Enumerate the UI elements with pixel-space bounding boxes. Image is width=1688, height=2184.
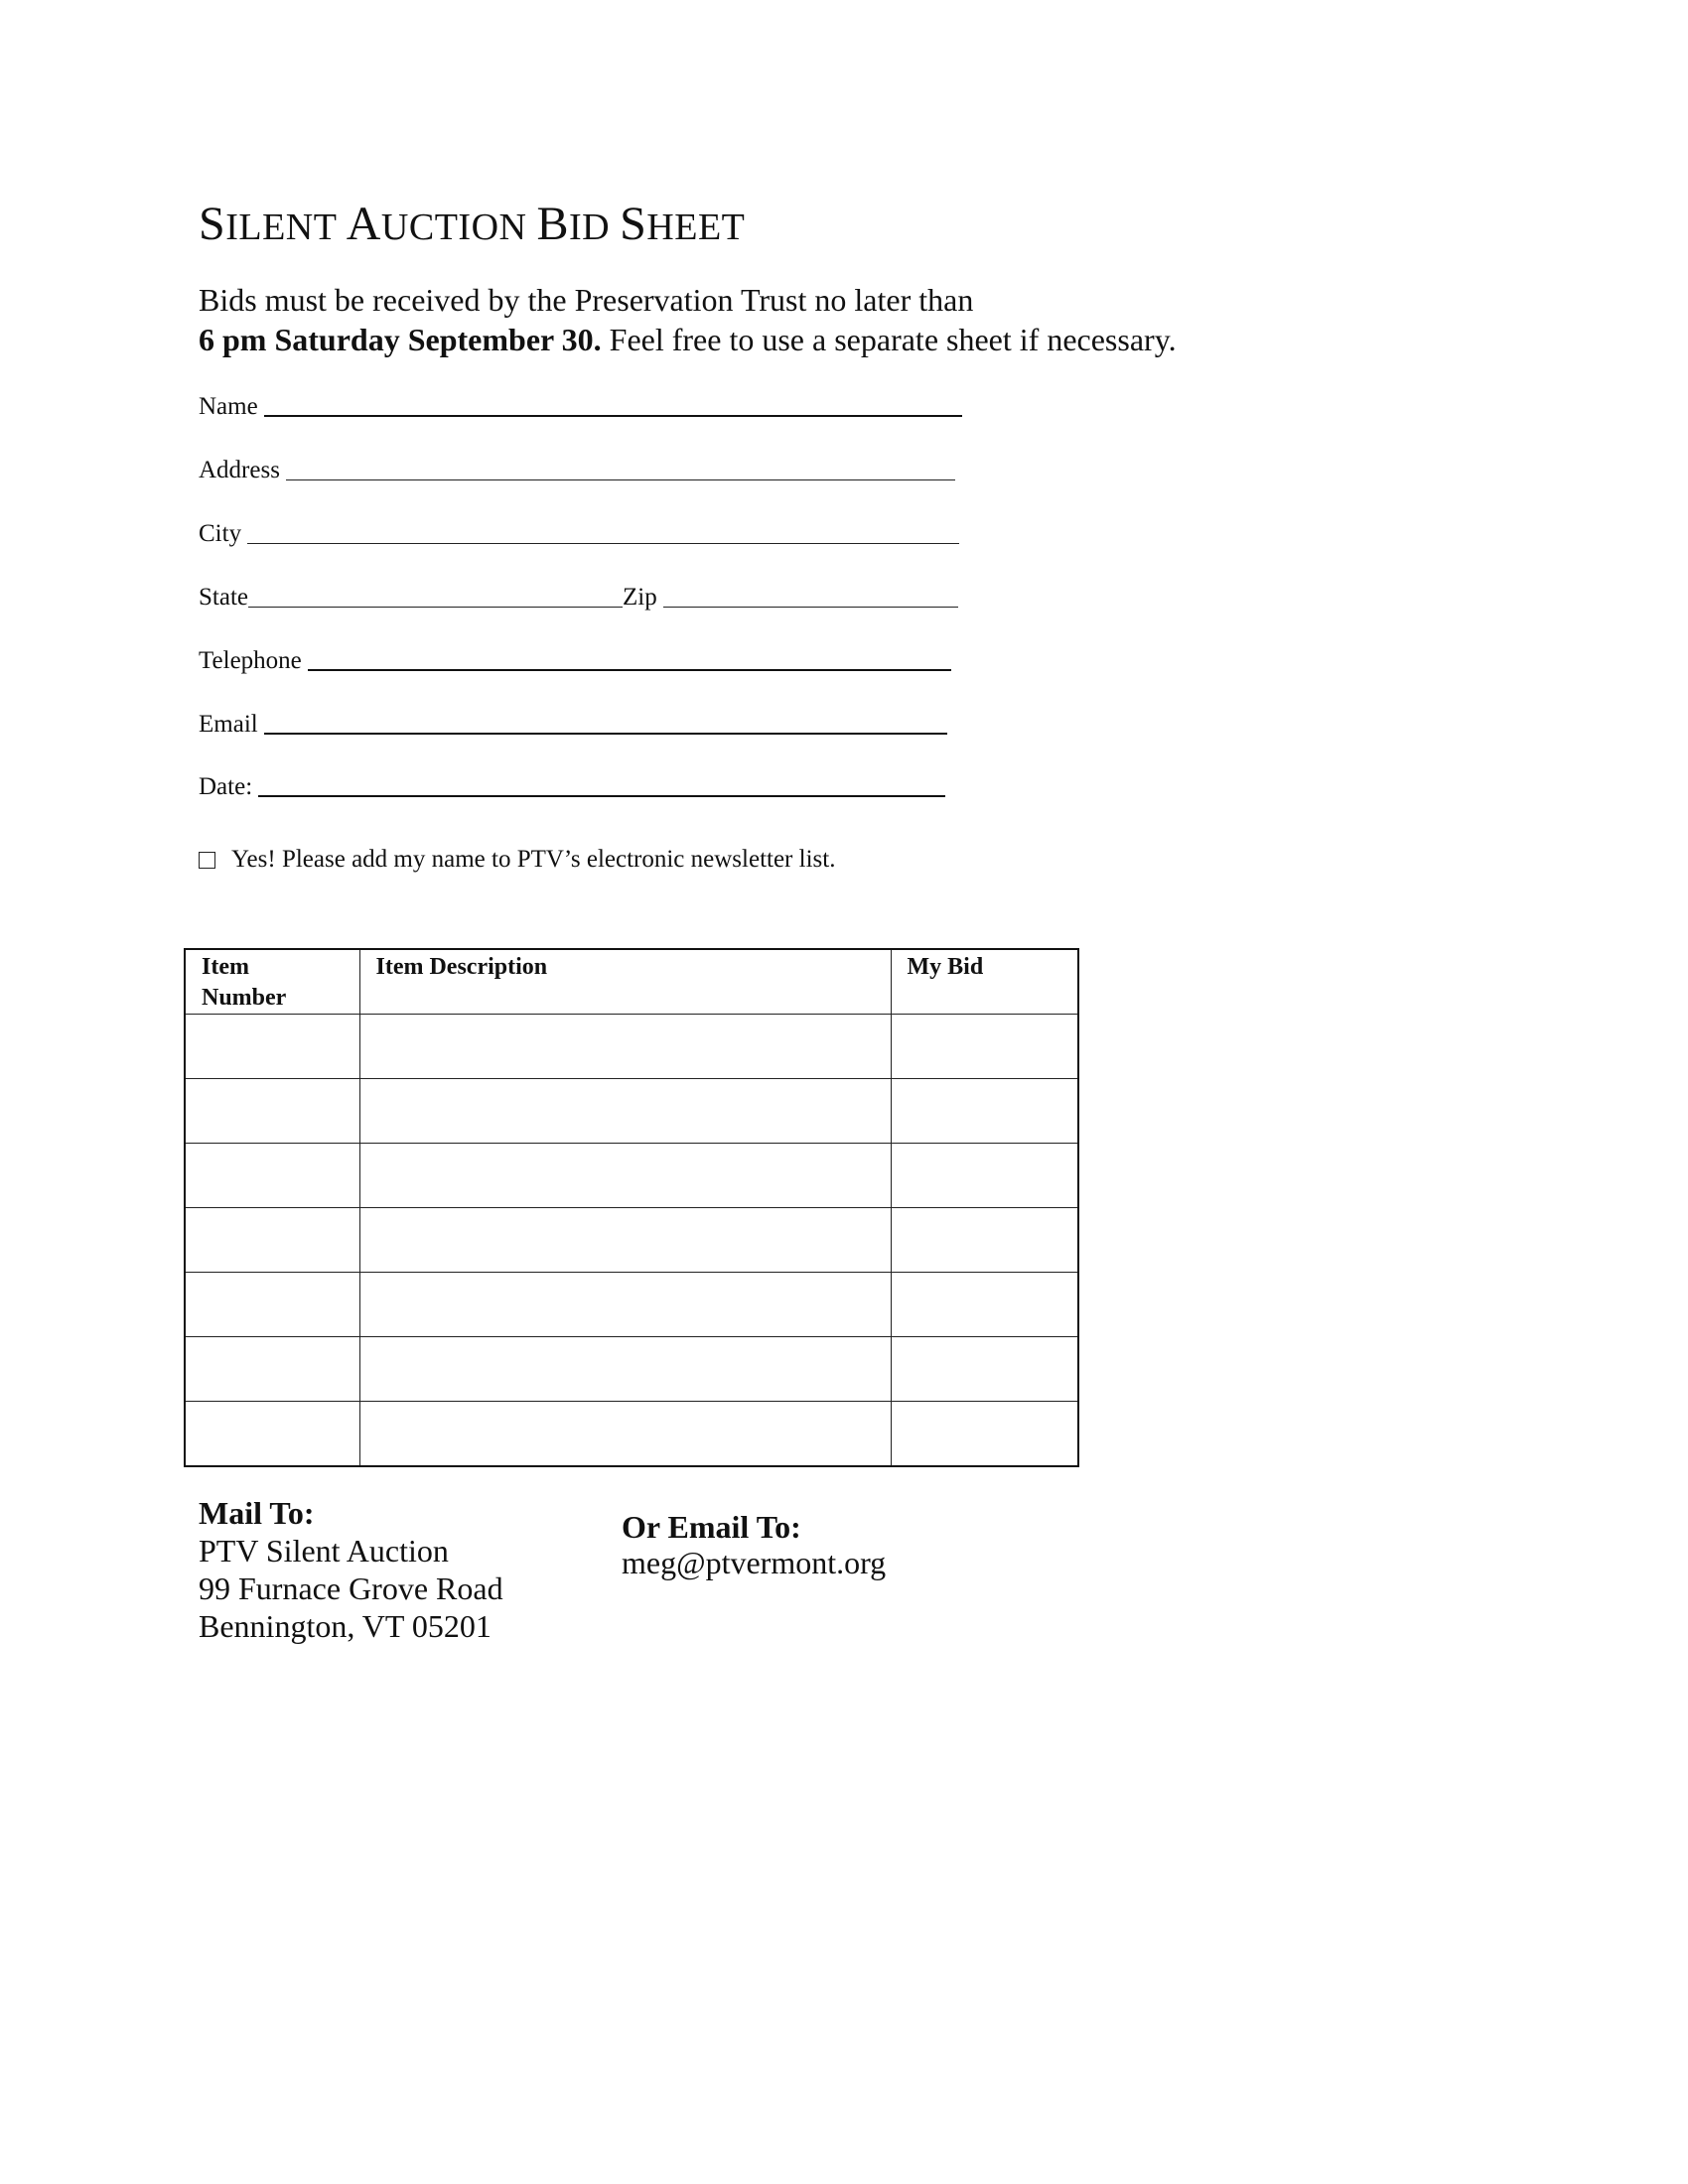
city-input-line[interactable] [247, 543, 959, 544]
date-label: Date: [199, 773, 253, 800]
intro-line-1: Bids must be received by the Preservation Trust no later than [199, 282, 974, 318]
mail-address-line-2: 99 Furnace Grove Road [199, 1570, 503, 1606]
item-description-cell[interactable] [359, 1337, 891, 1402]
email-input-line[interactable] [264, 733, 947, 735]
item-description-cell[interactable] [359, 1208, 891, 1273]
item-number-cell[interactable] [185, 1144, 359, 1208]
zip-input-line[interactable] [663, 607, 958, 608]
intro-text [199, 280, 1177, 359]
name-label: Name [199, 393, 258, 420]
newsletter-option [199, 846, 835, 874]
my-bid-cell[interactable] [891, 1079, 1078, 1144]
my-bid-cell[interactable] [891, 1402, 1078, 1467]
address-label: Address [199, 457, 280, 483]
telephone-field [199, 643, 951, 677]
item-number-cell[interactable] [185, 1273, 359, 1337]
table-row [185, 1402, 1078, 1467]
intro-line-2 [199, 320, 1177, 359]
newsletter-label: Yes! Please add my name to PTV’s electronic newsletter list. [231, 846, 836, 873]
name-field [199, 389, 962, 423]
table-row [185, 1337, 1078, 1402]
my-bid-cell[interactable] [891, 1208, 1078, 1273]
deadline-text: 6 pm Saturday September 30. [199, 322, 602, 357]
my-bid-cell[interactable] [891, 1015, 1078, 1079]
mail-address-line-1: PTV Silent Auction [199, 1533, 449, 1569]
item-number-cell[interactable] [185, 1079, 359, 1144]
item-number-header: Item Number [185, 949, 359, 1015]
city-field [199, 516, 959, 550]
zip-label: Zip [623, 584, 657, 611]
table-row [185, 1079, 1078, 1144]
item-description-cell[interactable] [359, 1273, 891, 1337]
page-title: SILENT AUCTION BID SHEET [199, 198, 746, 250]
state-input-line[interactable] [248, 607, 623, 608]
address-field [199, 453, 955, 486]
item-number-cell[interactable] [185, 1402, 359, 1467]
item-description-cell[interactable] [359, 1079, 891, 1144]
email-label: Email [199, 711, 258, 738]
state-label: State [199, 584, 248, 611]
my-bid-cell[interactable] [891, 1337, 1078, 1402]
email-to-heading: Or Email To: [622, 1509, 801, 1545]
address-input-line[interactable] [286, 479, 955, 480]
intro-line-2-rest: Feel free to use a separate sheet if necessary. [601, 322, 1177, 357]
state-zip-field [199, 580, 958, 614]
table-row [185, 1208, 1078, 1273]
item-description-cell[interactable] [359, 1144, 891, 1208]
date-field [199, 769, 945, 803]
my-bid-cell[interactable] [891, 1144, 1078, 1208]
telephone-input-line[interactable] [308, 669, 951, 671]
item-number-cell[interactable] [185, 1015, 359, 1079]
table-row [185, 1015, 1078, 1079]
item-description-cell[interactable] [359, 1015, 891, 1079]
newsletter-checkbox[interactable] [199, 852, 215, 869]
name-input-line[interactable] [264, 415, 962, 417]
mail-to-heading: Mail To: [199, 1495, 315, 1531]
table-row [185, 1144, 1078, 1208]
my-bid-cell[interactable] [891, 1273, 1078, 1337]
bid-table [184, 948, 1079, 1467]
email-to-address: meg@ptvermont.org [622, 1545, 887, 1580]
city-label: City [199, 520, 242, 547]
telephone-label: Telephone [199, 647, 302, 674]
table-row [185, 1273, 1078, 1337]
item-number-cell[interactable] [185, 1337, 359, 1402]
table-header-row [185, 949, 1078, 1015]
mail-address-line-3: Bennington, VT 05201 [199, 1608, 492, 1644]
date-input-line[interactable] [258, 795, 945, 797]
email-field [199, 707, 947, 741]
bid-table-body [185, 1015, 1078, 1467]
item-number-cell[interactable] [185, 1208, 359, 1273]
item-description-cell[interactable] [359, 1402, 891, 1467]
my-bid-header: My Bid [891, 949, 1078, 1015]
item-description-header: Item Description [359, 949, 891, 1015]
